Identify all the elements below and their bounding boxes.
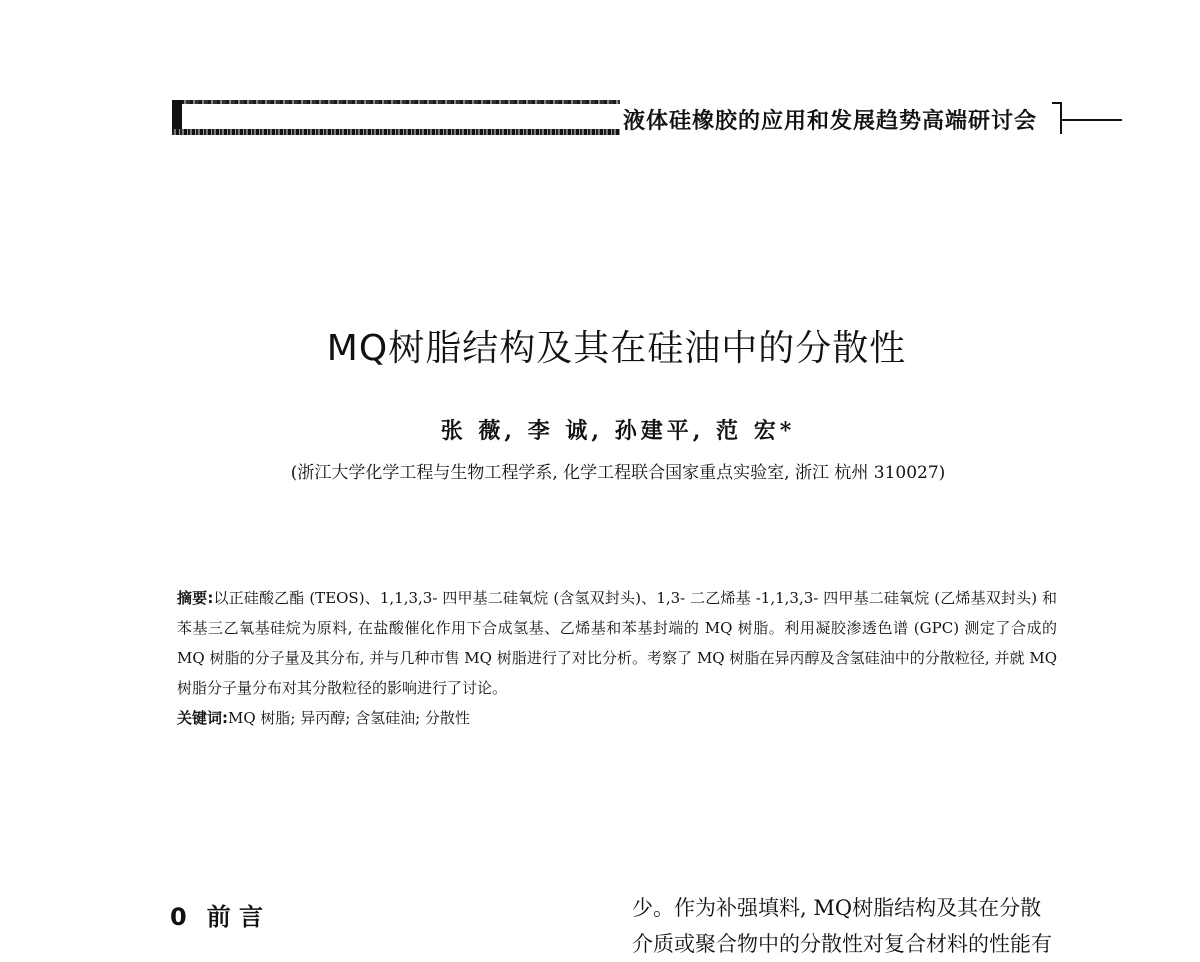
author-list: 张 薇, 李 诚, 孙建平, 范 宏* bbox=[440, 418, 796, 444]
header-band-top-rule bbox=[172, 100, 620, 104]
body-line: 介质或聚合物中的分散性对复合材料的性能有 bbox=[632, 932, 1052, 956]
affiliation: (浙江大学化学工程与生物工程学系, 化学工程联合国家重点实验室, 浙江 杭州 310027) bbox=[290, 463, 946, 483]
section-heading bbox=[170, 897, 263, 932]
body-line: 少。作为补强填料, MQ树脂结构及其在分散 bbox=[632, 896, 1042, 920]
paper-title: MQ树脂结构及其在硅油中的分散性 bbox=[326, 328, 907, 369]
keywords-label: 关键词: bbox=[177, 709, 228, 727]
section-title: 前 言 bbox=[206, 903, 264, 931]
section-number: 0 bbox=[170, 903, 187, 931]
header-band-bottom-rule bbox=[172, 129, 620, 135]
abstract-block bbox=[177, 583, 1057, 733]
body-right-column bbox=[632, 890, 1062, 962]
abstract-label: 摘要: bbox=[177, 589, 214, 607]
keywords-line bbox=[177, 703, 1057, 733]
header-trailing-rule bbox=[1062, 119, 1122, 121]
conference-title: 液体硅橡胶的应用和发展趋势高端研讨会 bbox=[623, 109, 1038, 134]
abstract-paragraph bbox=[177, 583, 1057, 703]
header-decorative-band bbox=[172, 98, 620, 136]
header-bracket bbox=[1052, 102, 1062, 134]
abstract-text: 以正硅酸乙酯 (TEOS)、1,1,3,3- 四甲基二硅氧烷 (含氢双封头)、1,3- 二乙烯基 -1,1,3,3- 四甲基二硅氧烷 (乙烯基双封头) 和苯基三乙氧基硅烷为原料, 在盐酸催化作用下合成氢基、乙烯基和苯基封端的 MQ 树脂。利用凝胶渗透色谱 (GPC) 测定了合成的 MQ 树脂的分子量及其分布, 并与几种市售 MQ 树脂进行了对比分析。考察了 MQ 树脂在异丙醇及含氢硅油中的分散粒径, 并就 MQ 树脂分子量分布对其分散粒径的影响进行了讨论。 bbox=[177, 589, 1057, 697]
keywords-text: MQ 树脂; 异丙醇; 含氢硅油; 分散性 bbox=[228, 709, 470, 727]
